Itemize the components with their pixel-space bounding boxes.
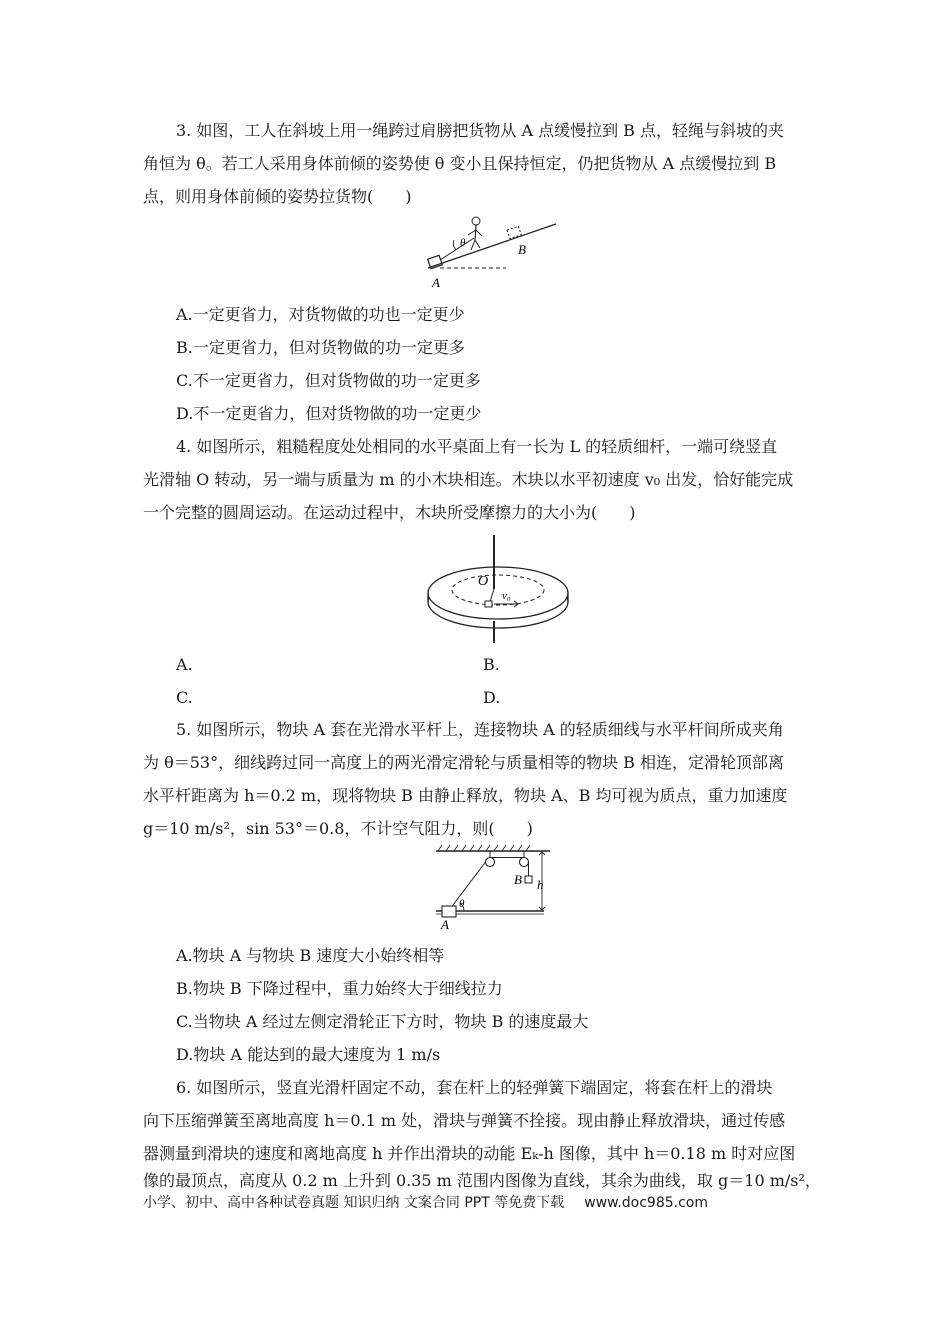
- q5-line-4: g＝10 m/s²，sin 53°＝0.8，不计空气阻力，则( ): [143, 819, 533, 838]
- q5-option-b: B.物块 B 下降过程中，重力始终大于细线拉力: [176, 979, 503, 998]
- q4-option-c: C.: [176, 688, 193, 707]
- q4-v0-label: v₀: [502, 590, 511, 602]
- q3-option-a: A.一定更省力，对货物做的功也一定更少: [176, 305, 465, 324]
- q3-option-d: D.不一定更省力，但对货物做的功一定更少: [176, 404, 482, 423]
- q4-o-label: O: [478, 574, 489, 589]
- page-footer: [143, 1192, 708, 1212]
- q4-option-a: A.: [176, 655, 193, 674]
- footer-site-link[interactable]: www.doc985.com: [584, 1195, 708, 1211]
- q4-table-figure: [418, 533, 578, 645]
- q5-pulley-figure: [428, 843, 558, 933]
- q5-line-1: 5. 如图所示，物块 A 套在光滑水平杆上，连接物块 A 的轻质细线与水平杆间所成夹角: [176, 720, 784, 739]
- q5-option-d: D.物块 A 能达到的最大速度为 1 m/s: [176, 1045, 441, 1064]
- q5-option-a: A.物块 A 与物块 B 速度大小始终相等: [176, 946, 445, 965]
- q4-line-2: 光滑轴 O 转动，另一端与质量为 m 的小木块相连。木块以水平初速度 v₀ 出发，恰好能完成: [143, 470, 794, 489]
- q3-line-2: 角恒为 θ。若工人采用身体前倾的姿势使 θ 变小且保持恒定，仍把货物从 A 点缓慢拉到 B: [143, 154, 777, 173]
- q5-line-3: 水平杆距离为 h＝0.2 m，现将物块 B 由静止释放，物块 A、B 均可视为质点，重力加速度: [143, 786, 788, 805]
- q5-theta-label: θ: [459, 898, 465, 910]
- q3-line-3: 点，则用身体前倾的姿势拉货物( ): [143, 187, 412, 206]
- q5-option-c: C.当物块 A 经过左侧定滑轮正下方时，物块 B 的速度最大: [176, 1012, 589, 1031]
- q6-line-2: 向下压缩弹簧至离地高度 h＝0.1 m 处，滑块与弹簧不拴接。现由静止释放滑块，通过传感: [143, 1111, 786, 1130]
- q3-line-1: 3. 如图，工人在斜坡上用一绳跨过肩膀把货物从 A 点缓慢拉到 B 点，轻绳与斜坡的夹: [176, 121, 785, 140]
- footer-text: 小学、初中、高中各种试卷真题 知识归纳 文案合同 PPT 等免费下载: [143, 1195, 565, 1211]
- q4-option-b: B.: [483, 655, 500, 674]
- q3-b-label: B: [518, 242, 526, 257]
- q5-b-label: B: [514, 872, 522, 887]
- q6-line-1: 6. 如图所示，竖直光滑杆固定不动，套在杆上的轻弹簧下端固定，将套在杆上的滑块: [176, 1078, 773, 1097]
- q3-slope-figure: [420, 210, 560, 292]
- q4-option-d: D.: [483, 688, 501, 707]
- q5-a-label: A: [441, 917, 449, 932]
- q3-option-b: B.一定更省力，但对货物做的功一定更多: [176, 338, 465, 357]
- q3-option-c: C.不一定更省力，但对货物做的功一定更多: [176, 371, 481, 390]
- q6-line-3: 器测量到滑块的速度和离地高度 h 并作出滑块的动能 Eₖ-h 图像，其中 h＝0.18 m 时对应图: [143, 1144, 796, 1163]
- q4-line-1: 4. 如图所示，粗糙程度处处相同的水平桌面上有一长为 L 的轻质细杆，一端可绕竖直: [176, 437, 778, 456]
- q5-line-2: 为 θ＝53°，细线跨过同一高度上的两光滑定滑轮与质量相等的物块 B 相连，定滑轮顶部离: [143, 753, 785, 772]
- q5-h-label: h: [537, 877, 544, 892]
- q4-line-3: 一个完整的圆周运动。在运动过程中，木块所受摩擦力的大小为( ): [143, 503, 636, 522]
- q3-theta-label: θ: [460, 237, 466, 249]
- q6-line-4: 像的最顶点，高度从 0.2 m 上升到 0.35 m 范围内图像为直线，其余为曲线，取 g＝10 m/s²，: [143, 1171, 821, 1190]
- q3-a-label: A: [432, 275, 440, 290]
